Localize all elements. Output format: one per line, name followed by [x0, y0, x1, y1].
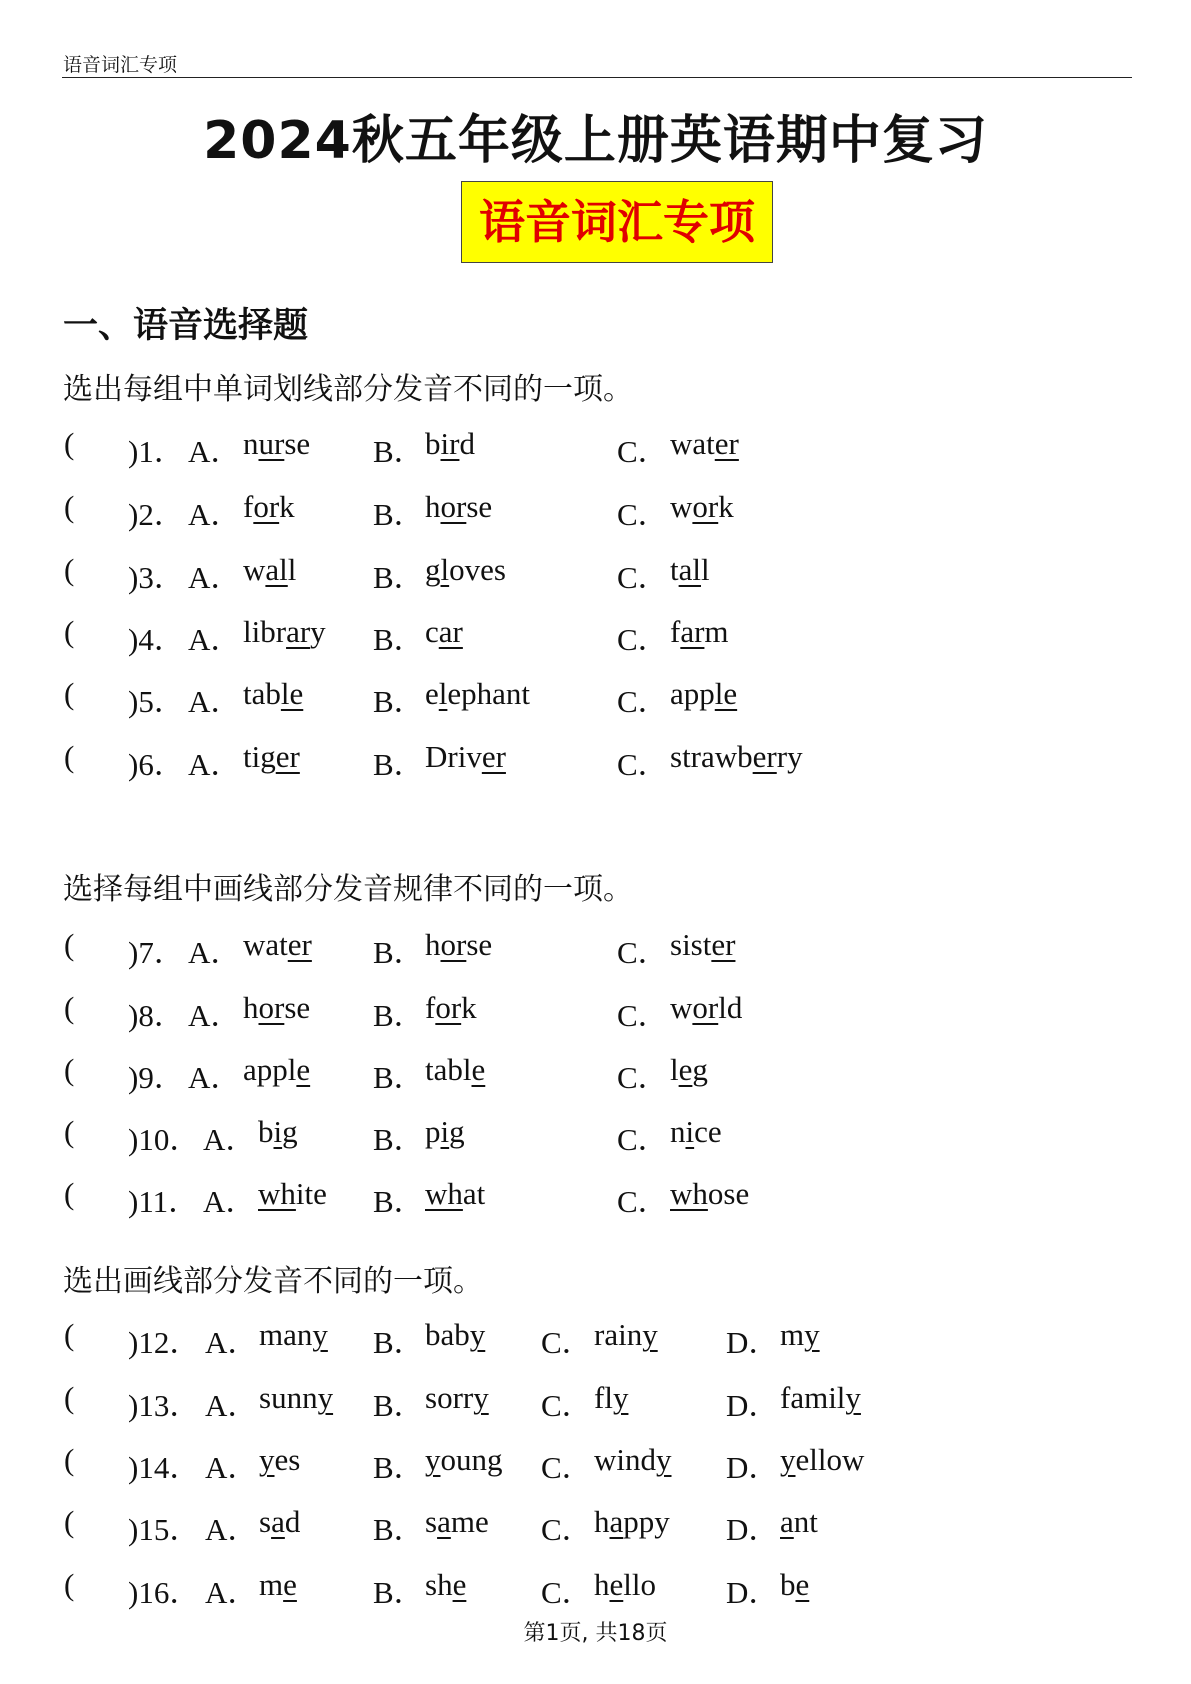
option-word[interactable]: [243, 927, 312, 963]
option-letter: B．: [373, 434, 425, 469]
word-part: sist: [670, 927, 712, 962]
underlined-part: e: [678, 1052, 693, 1087]
question-number: )13．: [128, 1388, 201, 1423]
word-part: app: [670, 676, 715, 711]
underlined-part: or: [440, 489, 467, 524]
answer-blank-open[interactable]: (: [64, 552, 75, 587]
underlined-part: or: [692, 489, 719, 524]
word-part: m: [704, 614, 729, 649]
question-row: [0, 990, 1191, 1034]
option-letter: B．: [373, 935, 425, 970]
question-number: )1．: [128, 434, 185, 469]
underlined-part: er: [711, 927, 736, 962]
group-instruction: 选择每组中画线部分发音规律不同的一项。: [63, 872, 633, 907]
question-row: [0, 1052, 1191, 1096]
word-part: ose: [707, 1176, 750, 1211]
underlined-part: e: [471, 1052, 486, 1087]
option-letter: A．: [188, 747, 242, 782]
question-number: )5．: [128, 684, 185, 719]
word-part: f: [243, 489, 254, 524]
answer-blank-open[interactable]: (: [64, 1567, 75, 1602]
word-part: g: [282, 1114, 298, 1149]
word-part: h: [243, 990, 259, 1025]
question-row: [0, 614, 1191, 658]
option-word[interactable]: [425, 489, 492, 525]
word-part: llo: [623, 1567, 656, 1602]
underlined-part: a: [780, 1504, 794, 1539]
word-part: wat: [670, 426, 715, 461]
underlined-part: ar: [438, 614, 463, 649]
underlined-part: ar: [680, 614, 705, 649]
question-row: [0, 489, 1191, 533]
word-part: sh: [425, 1567, 453, 1602]
answer-blank-open[interactable]: (: [64, 1052, 75, 1087]
underlined-part: er: [287, 927, 312, 962]
option-letter: B．: [373, 998, 425, 1033]
underlined-part: e: [283, 1567, 297, 1602]
option-word[interactable]: [243, 990, 310, 1026]
question-number: )6．: [128, 747, 185, 782]
option-letter: A．: [203, 1122, 257, 1157]
answer-blank-open[interactable]: (: [64, 489, 75, 524]
word-part: d: [459, 426, 475, 461]
word-part: tab: [243, 676, 281, 711]
answer-blank-open[interactable]: (: [64, 1380, 75, 1415]
question-number: )9．: [128, 1060, 185, 1095]
word-part: ephant: [447, 676, 531, 711]
answer-blank-open[interactable]: (: [64, 990, 75, 1025]
option-word[interactable]: [780, 1504, 818, 1540]
option-word[interactable]: [594, 1317, 658, 1353]
underlined-part: a: [271, 1504, 285, 1539]
word-part: w: [243, 552, 266, 587]
option-letter: D．: [726, 1325, 780, 1360]
answer-blank-open[interactable]: (: [64, 1114, 75, 1149]
option-letter: C．: [617, 935, 669, 970]
word-part: k: [718, 489, 734, 524]
underlined-part: or: [440, 927, 467, 962]
option-word[interactable]: [425, 1052, 485, 1088]
word-part: fl: [594, 1380, 613, 1415]
underlined-part: al: [678, 552, 701, 587]
underlined-part: wh: [258, 1176, 296, 1211]
word-part: ld: [718, 990, 743, 1025]
option-word[interactable]: [425, 990, 477, 1026]
option-letter: A．: [188, 1060, 242, 1095]
underlined-part: i: [685, 1114, 695, 1149]
word-part: g: [692, 1052, 708, 1087]
group-instruction: 选出每组中单词划线部分发音不同的一项。: [63, 372, 633, 407]
underlined-part: wh: [670, 1176, 708, 1211]
option-letter: A．: [205, 1450, 259, 1485]
word-part: p: [425, 1114, 441, 1149]
option-letter: A．: [205, 1388, 259, 1423]
question-row: [0, 739, 1191, 783]
word-part: me: [450, 1504, 489, 1539]
option-letter: A．: [205, 1512, 259, 1547]
option-letter: A．: [188, 497, 242, 532]
option-word[interactable]: [594, 1442, 672, 1478]
underlined-part: y: [473, 1380, 489, 1415]
option-word[interactable]: [425, 927, 492, 963]
option-word[interactable]: [780, 1567, 809, 1603]
question-row: [0, 1176, 1191, 1220]
word-part: n: [243, 426, 259, 461]
option-word[interactable]: [780, 1317, 820, 1353]
word-part: ellow: [795, 1442, 865, 1477]
underlined-part: y: [845, 1380, 861, 1415]
option-letter: A．: [205, 1575, 259, 1610]
underlined-part: er: [481, 739, 506, 774]
question-number: )10．: [128, 1122, 201, 1157]
answer-blank-open[interactable]: (: [64, 1317, 75, 1352]
option-word[interactable]: [425, 1176, 485, 1212]
option-letter: C．: [617, 1184, 669, 1219]
word-part: b: [780, 1567, 796, 1602]
answer-blank-open[interactable]: (: [64, 614, 75, 649]
option-letter: C．: [617, 998, 669, 1033]
option-word[interactable]: [670, 676, 737, 712]
underlined-part: y: [317, 1380, 334, 1415]
underlined-part: i: [440, 1114, 450, 1149]
option-word[interactable]: [670, 739, 803, 775]
option-letter: B．: [373, 1122, 425, 1157]
option-letter: B．: [373, 1325, 425, 1360]
word-part: k: [461, 990, 477, 1025]
option-word[interactable]: [425, 614, 463, 650]
underlined-part: ur: [258, 426, 285, 461]
word-part: appl: [243, 1052, 297, 1087]
option-word[interactable]: [594, 1504, 670, 1540]
underlined-part: wh: [425, 1176, 463, 1211]
underlined-part: a: [437, 1504, 451, 1539]
option-word[interactable]: [780, 1380, 861, 1416]
option-word[interactable]: [670, 552, 710, 588]
word-part: w: [670, 990, 693, 1025]
question-row: [0, 1114, 1191, 1158]
option-letter: C．: [617, 434, 669, 469]
question-row: [0, 1567, 1191, 1611]
topic-badge: 语音词汇专项: [461, 181, 773, 263]
option-word[interactable]: [243, 552, 296, 588]
word-part: sunn: [259, 1380, 318, 1415]
question-row: [0, 1504, 1191, 1548]
word-part: se: [284, 990, 311, 1025]
word-part: s: [425, 1504, 438, 1539]
option-letter: B．: [373, 1388, 425, 1423]
word-part: l: [670, 1052, 679, 1087]
underlined-part: er: [714, 426, 739, 461]
option-letter: A．: [188, 434, 242, 469]
word-part: g: [425, 552, 441, 587]
underlined-part: y: [259, 1442, 275, 1477]
option-word[interactable]: [425, 1380, 489, 1416]
option-word[interactable]: [425, 676, 530, 712]
word-part: wat: [243, 927, 288, 962]
underlined-part: l: [438, 676, 448, 711]
question-number: )7．: [128, 935, 185, 970]
underlined-part: e: [296, 1052, 311, 1087]
question-row: [0, 552, 1191, 596]
word-part: sorr: [425, 1380, 474, 1415]
option-word[interactable]: [243, 614, 326, 650]
option-letter: B．: [373, 1575, 425, 1610]
word-part: se: [466, 927, 493, 962]
underlined-part: y: [469, 1317, 486, 1352]
option-word[interactable]: [259, 1504, 300, 1540]
section-heading: 一、语音选择题: [63, 305, 309, 346]
option-letter: A．: [188, 684, 242, 719]
word-part: m: [780, 1317, 805, 1352]
option-word[interactable]: [243, 1052, 310, 1088]
word-part: famil: [780, 1380, 846, 1415]
word-part: g: [449, 1114, 465, 1149]
option-letter: D．: [726, 1575, 780, 1610]
word-part: nt: [793, 1504, 818, 1539]
option-letter: A．: [203, 1184, 257, 1219]
page-title: 2024秋五年级上册英语期中复习: [203, 111, 988, 171]
option-word[interactable]: [425, 1504, 489, 1540]
option-letter: A．: [188, 935, 242, 970]
underlined-part: e: [795, 1567, 810, 1602]
word-part: ite: [295, 1176, 327, 1211]
word-part: libr: [243, 614, 287, 649]
option-letter: A．: [188, 622, 242, 657]
answer-blank-open[interactable]: (: [64, 1504, 75, 1539]
option-word[interactable]: [259, 1380, 333, 1416]
underlined-part: er: [752, 739, 777, 774]
option-word[interactable]: [425, 1567, 466, 1603]
option-letter: B．: [373, 560, 425, 595]
question-row: [0, 426, 1191, 470]
word-part: m: [259, 1567, 284, 1602]
word-part: es: [274, 1442, 301, 1477]
underlined-part: or: [253, 489, 280, 524]
question-number: )8．: [128, 998, 185, 1033]
option-word[interactable]: [243, 676, 303, 712]
underlined-part: or: [435, 990, 462, 1025]
word-part: e: [425, 676, 439, 711]
word-part: oves: [449, 552, 506, 587]
word-part: l: [701, 552, 710, 587]
option-word[interactable]: [425, 426, 475, 462]
question-row: [0, 1317, 1191, 1361]
option-letter: C．: [541, 1388, 593, 1423]
option-word[interactable]: [243, 426, 310, 462]
answer-blank-open[interactable]: (: [64, 927, 75, 962]
underlined-part: i: [273, 1114, 283, 1149]
option-word[interactable]: [425, 1317, 485, 1353]
word-part: tabl: [425, 1052, 472, 1087]
option-word[interactable]: [259, 1317, 328, 1353]
word-part: ce: [694, 1114, 722, 1149]
word-part: f: [670, 614, 681, 649]
option-word[interactable]: [259, 1442, 300, 1478]
option-word[interactable]: [670, 614, 729, 650]
option-word[interactable]: [243, 489, 295, 525]
option-letter: D．: [726, 1450, 780, 1485]
underlined-part: le: [280, 676, 304, 711]
word-part: oung: [440, 1442, 503, 1477]
underlined-part: y: [780, 1442, 796, 1477]
option-letter: B．: [373, 622, 425, 657]
option-letter: C．: [617, 1122, 669, 1157]
option-letter: C．: [617, 684, 669, 719]
option-letter: C．: [541, 1325, 593, 1360]
underlined-part: al: [265, 552, 288, 587]
option-word[interactable]: [780, 1442, 864, 1478]
word-part: at: [462, 1176, 486, 1211]
underlined-part: e: [609, 1567, 624, 1602]
underlined-part: y: [804, 1317, 820, 1352]
word-part: se: [466, 489, 493, 524]
option-word[interactable]: [670, 1052, 708, 1088]
option-letter: B．: [373, 1512, 425, 1547]
word-part: h: [594, 1504, 610, 1539]
underlined-part: y: [425, 1442, 441, 1477]
question-number: )16．: [128, 1575, 201, 1610]
underlined-part: ir: [440, 426, 460, 461]
option-word[interactable]: [258, 1176, 327, 1212]
word-part: wind: [594, 1442, 656, 1477]
option-letter: B．: [373, 1184, 425, 1219]
answer-blank-open[interactable]: (: [64, 426, 75, 461]
option-word[interactable]: [670, 1114, 722, 1150]
option-letter: B．: [373, 497, 425, 532]
option-word[interactable]: [594, 1380, 628, 1416]
underlined-part: or: [258, 990, 285, 1025]
underlined-part: y: [656, 1442, 672, 1477]
word-part: man: [259, 1317, 313, 1352]
question-number: )3．: [128, 560, 185, 595]
option-letter: B．: [373, 747, 425, 782]
word-part: b: [425, 426, 441, 461]
running-header: 语音词汇专项: [63, 54, 178, 76]
option-letter: C．: [617, 1060, 669, 1095]
option-letter: A．: [188, 998, 242, 1033]
word-part: h: [425, 489, 441, 524]
underlined-part: er: [275, 739, 300, 774]
word-part: se: [284, 426, 311, 461]
word-part: rain: [594, 1317, 643, 1352]
option-letter: A．: [188, 560, 242, 595]
question-number: )12．: [128, 1325, 201, 1360]
option-word[interactable]: [670, 489, 734, 525]
underlined-part: y: [642, 1317, 658, 1352]
underlined-part: a: [609, 1504, 624, 1539]
underlined-part: y: [312, 1317, 328, 1352]
option-letter: C．: [617, 747, 669, 782]
header-divider: [62, 77, 1132, 78]
underlined-part: e: [452, 1567, 467, 1602]
word-part: n: [670, 1114, 686, 1149]
group-instruction: 选出画线部分发音不同的一项。: [63, 1264, 483, 1299]
word-part: h: [425, 927, 441, 962]
option-letter: C．: [541, 1575, 593, 1610]
word-part: tig: [243, 739, 276, 774]
answer-blank-open[interactable]: (: [64, 1442, 75, 1477]
word-part: f: [425, 990, 436, 1025]
question-number: )11．: [128, 1184, 200, 1219]
option-letter: C．: [617, 560, 669, 595]
option-word[interactable]: [670, 927, 735, 963]
answer-blank-open[interactable]: (: [64, 1176, 75, 1211]
word-part: b: [258, 1114, 274, 1149]
option-letter: B．: [373, 684, 425, 719]
option-letter: D．: [726, 1512, 780, 1547]
option-word[interactable]: [670, 426, 739, 462]
option-word[interactable]: [243, 739, 300, 775]
option-letter: C．: [541, 1512, 593, 1547]
option-letter: C．: [617, 497, 669, 532]
underlined-part: y: [612, 1380, 629, 1415]
word-part: ry: [776, 739, 803, 774]
question-number: )14．: [128, 1450, 201, 1485]
question-row: [0, 927, 1191, 971]
word-part: k: [279, 489, 295, 524]
underlined-part: l: [440, 552, 450, 587]
question-number: )15．: [128, 1512, 201, 1547]
answer-blank-open[interactable]: (: [64, 676, 75, 711]
question-number: )2．: [128, 497, 185, 532]
underlined-part: ar: [286, 614, 311, 649]
word-part: d: [284, 1504, 301, 1539]
question-row: [0, 1442, 1191, 1486]
option-word[interactable]: [594, 1567, 656, 1603]
word-part: c: [425, 614, 439, 649]
word-part: strawb: [670, 739, 753, 774]
word-part: t: [670, 552, 679, 587]
option-word[interactable]: [425, 739, 506, 775]
page-number: 第1页, 共18页: [523, 1621, 668, 1646]
option-letter: B．: [373, 1060, 425, 1095]
option-letter: B．: [373, 1450, 425, 1485]
word-part: Driv: [425, 739, 482, 774]
question-number: )4．: [128, 622, 185, 657]
word-part: ppy: [623, 1504, 670, 1539]
question-row: [0, 676, 1191, 720]
option-letter: D．: [726, 1388, 780, 1423]
question-row: [0, 1380, 1191, 1424]
word-part: h: [594, 1567, 610, 1602]
word-part: w: [670, 489, 693, 524]
option-word[interactable]: [425, 552, 506, 588]
word-part: y: [310, 614, 326, 649]
underlined-part: or: [692, 990, 719, 1025]
option-letter: C．: [541, 1450, 593, 1485]
word-part: l: [287, 552, 297, 587]
option-word[interactable]: [258, 1114, 298, 1150]
option-word[interactable]: [670, 1176, 749, 1212]
option-letter: A．: [205, 1325, 259, 1360]
option-word[interactable]: [425, 1442, 503, 1478]
word-part: s: [259, 1504, 272, 1539]
option-letter: C．: [617, 622, 669, 657]
option-word[interactable]: [425, 1114, 465, 1150]
word-part: bab: [425, 1317, 470, 1352]
answer-blank-open[interactable]: (: [64, 739, 75, 774]
option-word[interactable]: [670, 990, 742, 1026]
option-word[interactable]: [259, 1567, 297, 1603]
underlined-part: le: [714, 676, 738, 711]
